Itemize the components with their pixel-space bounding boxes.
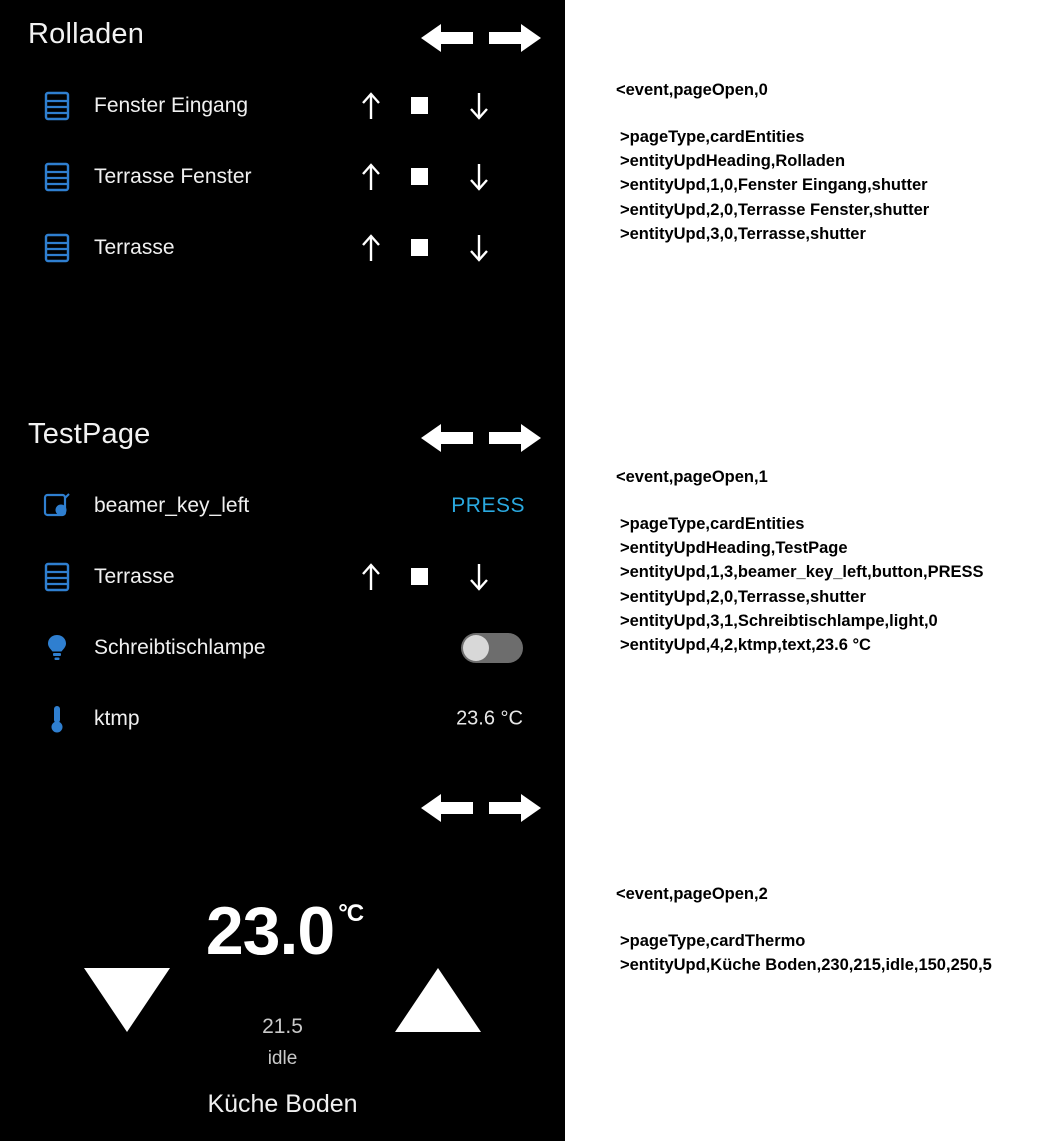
shutter-controls [353, 559, 523, 595]
press-button[interactable]: PRESS [451, 493, 525, 517]
thermo-body [0, 840, 565, 1141]
prev-page-button[interactable] [421, 421, 473, 455]
log-line: >entityUpd,2,0,Terrasse Fenster,shutter [620, 200, 930, 219]
list-item[interactable] [0, 470, 565, 541]
log-line: >pageType,cardEntities [620, 128, 805, 146]
log-line: >entityUpd,1,0,Fenster Eingang,shutter [620, 176, 928, 195]
log-line: >entityUpdHeading,Rolladen [620, 152, 846, 171]
entity-name: ktmp [94, 706, 140, 730]
nav-arrows [421, 418, 541, 458]
thermo-entity-name: Küche Boden [207, 1090, 358, 1118]
log-response-lines [565, 512, 1045, 657]
light-toggle[interactable] [461, 633, 523, 663]
nav-arrows [421, 18, 541, 58]
shutter-up-button[interactable] [353, 230, 389, 266]
bulb-icon [40, 631, 74, 665]
shutter-controls [353, 230, 523, 266]
page-title: Rolladen [28, 18, 145, 50]
card-header [0, 400, 565, 470]
shutter-up-button[interactable] [353, 559, 389, 595]
log-block [565, 882, 1045, 977]
list-item[interactable] [0, 212, 565, 283]
entity-name: beamer_key_left [94, 493, 250, 517]
entity-name: Fenster Eingang [94, 93, 249, 117]
shutter-controls [353, 88, 523, 124]
next-page-button[interactable] [489, 21, 541, 55]
shutter-down-button[interactable] [461, 559, 497, 595]
nav-arrows [421, 788, 541, 828]
temperature-unit: °C [338, 900, 364, 927]
card-header [0, 0, 565, 70]
log-event-line: <event,pageOpen,0 [616, 81, 768, 99]
log-block [565, 78, 1045, 246]
thermo-state: idle [267, 1048, 298, 1069]
log-line: >entityUpd,3,0,Terrasse,shutter [620, 224, 866, 243]
log-block [565, 465, 1045, 657]
entity-name: Schreibtischlampe [94, 635, 266, 659]
next-page-button[interactable] [489, 791, 541, 825]
card-entities-testpage [0, 400, 565, 770]
prev-page-button[interactable] [421, 21, 473, 55]
log-line: >pageType,cardThermo [620, 932, 806, 950]
shutter-up-button[interactable] [353, 159, 389, 195]
shutter-controls [353, 159, 523, 195]
page-title: TestPage [28, 418, 151, 450]
log-line: >entityUpd,3,1,Schreibtischlampe,light,0 [620, 611, 938, 630]
serial-log-panel [565, 0, 1045, 1141]
card-thermo [0, 770, 565, 1141]
log-line: >entityUpd,4,2,ktmp,text,23.6 °C [620, 636, 871, 655]
log-line: >entityUpd,Küche Boden,230,215,idle,150,250,5 [620, 956, 992, 975]
log-line: >entityUpd,1,3,beamer_key_left,button,PRESS [620, 563, 984, 582]
list-item [0, 683, 565, 754]
list-item[interactable] [0, 541, 565, 612]
shutter-stop-button[interactable] [401, 230, 437, 266]
shutter-down-button[interactable] [461, 88, 497, 124]
toggle-knob [463, 635, 489, 661]
list-item[interactable] [0, 70, 565, 141]
shutter-down-button[interactable] [461, 159, 497, 195]
thermometer-icon [40, 702, 74, 736]
entity-value: 23.6 °C [456, 707, 523, 729]
entity-name: Terrasse [94, 564, 175, 588]
shutter-down-button[interactable] [461, 230, 497, 266]
log-line: >entityUpd,2,0,Terrasse,shutter [620, 587, 866, 606]
button-icon [40, 489, 74, 523]
list-item[interactable] [0, 141, 565, 212]
log-event-line: <event,pageOpen,1 [616, 468, 768, 486]
card-entities-rolladen [0, 0, 565, 400]
shutter-stop-button[interactable] [401, 559, 437, 595]
shutter-icon [40, 231, 74, 265]
shutter-up-button[interactable] [353, 88, 389, 124]
shutter-icon [40, 89, 74, 123]
next-page-button[interactable] [489, 421, 541, 455]
target-temperature: 21.5 [262, 1015, 303, 1038]
log-event-line: <event,pageOpen,2 [616, 885, 768, 903]
prev-page-button[interactable] [421, 791, 473, 825]
shutter-stop-button[interactable] [401, 88, 437, 124]
log-line: >pageType,cardEntities [620, 515, 805, 533]
shutter-icon [40, 560, 74, 594]
log-response-lines [565, 125, 1045, 246]
shutter-stop-button[interactable] [401, 159, 437, 195]
log-response-lines [565, 929, 1045, 977]
shutter-icon [40, 160, 74, 194]
entity-name: Terrasse [94, 235, 175, 259]
log-line: >entityUpdHeading,TestPage [620, 539, 848, 558]
current-temperature [0, 892, 565, 970]
card-header [0, 770, 565, 840]
current-temperature-value: 23.0 [205, 893, 335, 969]
list-item[interactable] [0, 612, 565, 683]
entity-name: Terrasse Fenster [94, 164, 252, 188]
